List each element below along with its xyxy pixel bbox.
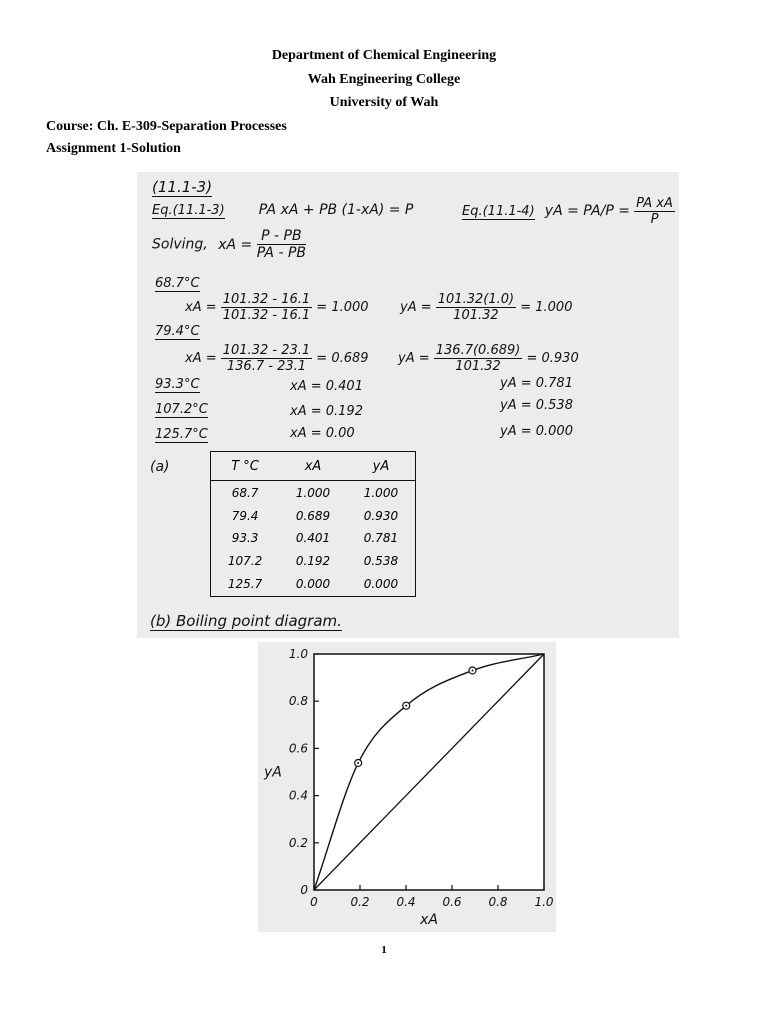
column-header: yA bbox=[347, 452, 416, 481]
part-a-label: (a) bbox=[150, 459, 170, 475]
short-step-y: yA = 0.538 bbox=[500, 398, 573, 413]
y-tick-label: 0.2 bbox=[288, 835, 308, 850]
course-line: Course: Ch. E-309-Separation Processes bbox=[46, 119, 287, 134]
step-y-calc: yA = $\frac{101.32(1.0)}{101.32}$ = 1.000 bbox=[400, 292, 573, 323]
y-tick-label: 0.4 bbox=[288, 788, 308, 803]
results-table bbox=[210, 451, 416, 597]
x-tick-label: 0 bbox=[310, 895, 318, 909]
table-cell: 1.000 bbox=[363, 485, 399, 500]
assignment-line: Assignment 1-Solution bbox=[46, 141, 181, 156]
data-point-center bbox=[357, 762, 359, 764]
x-axis-label: xA bbox=[420, 912, 438, 928]
table-row bbox=[211, 550, 416, 573]
x-tick-label: 0.6 bbox=[442, 895, 462, 909]
short-step-x: xA = 0.00 bbox=[290, 426, 355, 441]
table-cell: 107.2 bbox=[227, 554, 263, 569]
department-title: Department of Chemical Engineering bbox=[271, 48, 497, 63]
table-row bbox=[211, 481, 416, 505]
short-step-temp: 125.7°C bbox=[155, 427, 208, 442]
college-title: Wah Engineering College bbox=[307, 72, 461, 87]
step-y-calc: yA = $\frac{136.7(0.689)}{101.32}$ = 0.930 bbox=[398, 343, 579, 374]
university-title: University of Wah bbox=[329, 95, 439, 110]
table-cell: 0.401 bbox=[295, 531, 331, 546]
table-row bbox=[211, 573, 416, 597]
short-step-y: yA = 0.000 bbox=[500, 424, 573, 439]
table-cell: 0.192 bbox=[295, 554, 331, 569]
table-cell: 0.930 bbox=[363, 508, 399, 523]
table-cell: 1.000 bbox=[295, 485, 331, 500]
short-step-x: xA = 0.192 bbox=[290, 404, 363, 419]
part-b-label: (b) Boiling point diagram. bbox=[150, 612, 342, 630]
equation-2: Eq.(11.1-4) yA = PA/P = $\frac{\text{PA xA}}{P}$ bbox=[462, 196, 673, 227]
table-cell: 68.7 bbox=[231, 485, 259, 500]
y-axis-label: yA bbox=[264, 764, 282, 781]
short-step-temp: 93.3°C bbox=[155, 377, 200, 392]
xy-equilibrium-chart bbox=[258, 642, 556, 932]
data-point-center bbox=[471, 670, 473, 672]
table-cell: 125.7 bbox=[227, 577, 263, 592]
short-step-temp: 107.2°C bbox=[155, 402, 208, 417]
table-header-row bbox=[211, 452, 416, 481]
problem-number: (11.1-3) bbox=[152, 178, 213, 196]
table-cell: 93.3 bbox=[231, 531, 259, 546]
y-tick-label: 1.0 bbox=[288, 647, 308, 661]
step-temp: 68.7°C bbox=[155, 276, 200, 291]
step-x-calc: xA = $\frac{101.32 - 23.1}{136.7 - 23.1}$ = 0.689 bbox=[185, 343, 369, 374]
table-cell: 0.000 bbox=[295, 577, 331, 592]
column-header: T °C bbox=[211, 452, 280, 481]
x-tick-label: 0.4 bbox=[396, 895, 416, 909]
table-cell: 79.4 bbox=[231, 508, 259, 523]
table-cell: 0.000 bbox=[363, 577, 399, 592]
step-x-calc: xA = $\frac{101.32 - 16.1}{101.32 - 16.1}$ = 1.000 bbox=[185, 292, 369, 323]
x-tick-label: 0.2 bbox=[350, 895, 370, 909]
y-tick-label: 0.6 bbox=[288, 741, 308, 756]
column-header: xA bbox=[279, 452, 347, 481]
x-tick-label: 0.8 bbox=[488, 895, 508, 909]
short-step-y: yA = 0.781 bbox=[500, 376, 573, 391]
page-number: 1 bbox=[381, 944, 387, 956]
y-tick-label: 0.8 bbox=[288, 694, 308, 709]
short-step-x: xA = 0.401 bbox=[290, 379, 363, 394]
solving-equation: Solving, xA = $\frac{P - PB}{PA - PB}$ bbox=[152, 228, 307, 261]
table-row bbox=[211, 527, 416, 550]
table-cell: 0.689 bbox=[295, 508, 331, 523]
table-cell: 0.781 bbox=[363, 531, 399, 546]
table-cell: 0.538 bbox=[363, 554, 399, 569]
step-temp: 79.4°C bbox=[155, 324, 200, 339]
y-tick-label: 0 bbox=[300, 883, 308, 897]
data-point-center bbox=[405, 705, 407, 707]
equation-1: Eq.(11.1-3) PA xA + PB (1-xA) = P bbox=[152, 202, 414, 218]
table-row bbox=[211, 504, 416, 527]
x-tick-label: 1.0 bbox=[534, 895, 554, 909]
